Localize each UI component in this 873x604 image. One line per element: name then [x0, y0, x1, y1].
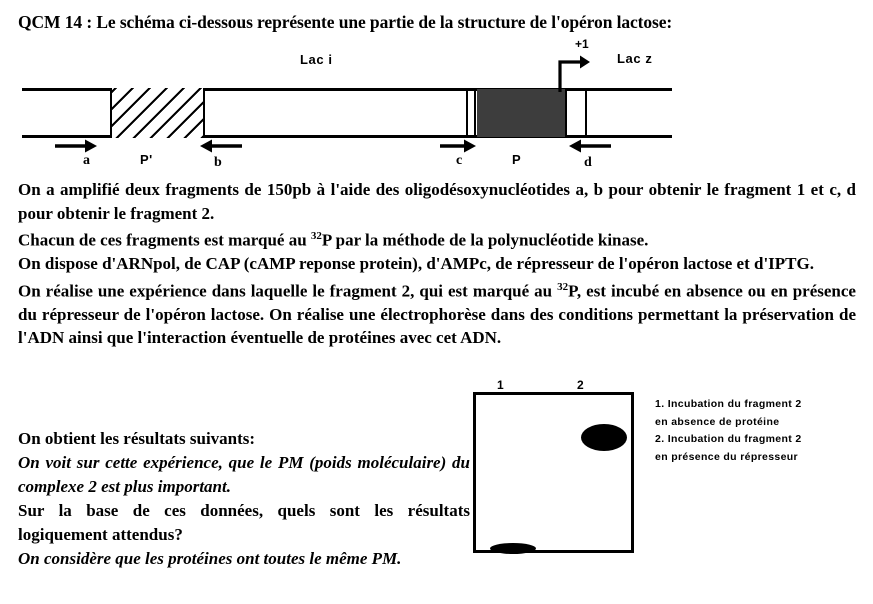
isotope-superscript-1: 32 — [310, 230, 322, 242]
results-statement — [18, 427, 470, 571]
labelling-text-post: P par la méthode de la polynucléotide kinase. — [321, 230, 649, 250]
experiment-text-pre: On réalise une expérience dans laquelle le fragment 2, qui est marqué au — [18, 281, 558, 301]
transcription-start-arrow-icon — [556, 54, 606, 92]
pprime-label: P' — [140, 152, 153, 167]
operator-tick-left-outer — [466, 88, 468, 138]
results-intro-line: On obtient les résultats suivants: — [18, 429, 256, 448]
page-title: QCM 14 : Le schéma ci-dessous représente une partie de la structure de l'opéron lactose: — [18, 12, 673, 32]
gel-plate — [473, 392, 634, 553]
operator-tick-right-inner — [565, 88, 567, 138]
primer-label-c: c — [456, 153, 463, 168]
gel-band-lane-2 — [581, 424, 627, 451]
experiment-text-post: P, est incubé en absence ou en présence du répresseur de l'opéron lactose. On réalise une électrophorèse dans des conditions permettant la préservation de l'ADN ainsi que l'interaction éventuelle de protéines avec cet ADN. — [18, 281, 856, 348]
operon-schematic — [0, 34, 873, 174]
isotope-superscript-2: 32 — [557, 280, 569, 293]
gel-legend-line-3: 2. Incubation du fragment 2 — [655, 433, 802, 445]
promoter-pprime-box — [110, 88, 205, 138]
primer-label-b: b — [214, 155, 222, 170]
primer-label-d: d — [584, 155, 592, 170]
gel-legend — [655, 396, 870, 466]
gel-lane-number-2: 2 — [577, 378, 584, 392]
primer-label-a: a — [83, 153, 90, 168]
results-observation-line: On voit sur cette expérience, que le PM (poids moléculaire) du complexe 2 est plus important. — [18, 453, 470, 496]
paragraph-amplification: On a amplifié deux fragments de 150pb à l'aide des oligodésoxynucléotides a, b pour obtenir le fragment 1 et c, d pour obtenir le fragment 2. — [18, 180, 856, 223]
question-statement — [18, 178, 856, 350]
results-assumption-line: On considère que les protéines ont toutes le même PM. — [18, 549, 402, 568]
gel-legend-line-1: 1. Incubation du fragment 2 — [655, 398, 802, 410]
gel-electrophoresis-figure — [471, 378, 641, 558]
operator-tick-right-outer — [585, 88, 587, 138]
gel-legend-line-2: en absence de protéine — [655, 415, 780, 428]
p-label: P — [512, 152, 522, 167]
operator-tick-left-inner — [474, 88, 476, 138]
paragraph-experiment — [18, 276, 856, 350]
promoter-p-box — [477, 89, 565, 137]
gel-band-lane-1 — [490, 543, 536, 554]
paragraph-labelling — [18, 225, 856, 252]
labelling-text-pre: Chacun de ces fragments est marqué au — [18, 230, 311, 250]
primer-arrow-a-icon — [55, 138, 101, 168]
gel-lane-number-1: 1 — [497, 378, 504, 392]
transcription-start-label: +1 — [575, 37, 589, 51]
gel-legend-line-4: en présence du répresseur — [655, 450, 798, 463]
gene-label-lac-z: Lac z — [617, 51, 653, 66]
paragraph-reagents: On dispose d'ARNpol, de CAP (cAMP reponse protein), d'AMPc, de répresseur de l'opéron lactose et d'IPTG. — [18, 254, 814, 274]
results-question-line: Sur la base de ces données, quels sont les résultats logiquement attendus? — [18, 501, 470, 544]
gene-label-lac-i: Lac i — [300, 52, 333, 67]
